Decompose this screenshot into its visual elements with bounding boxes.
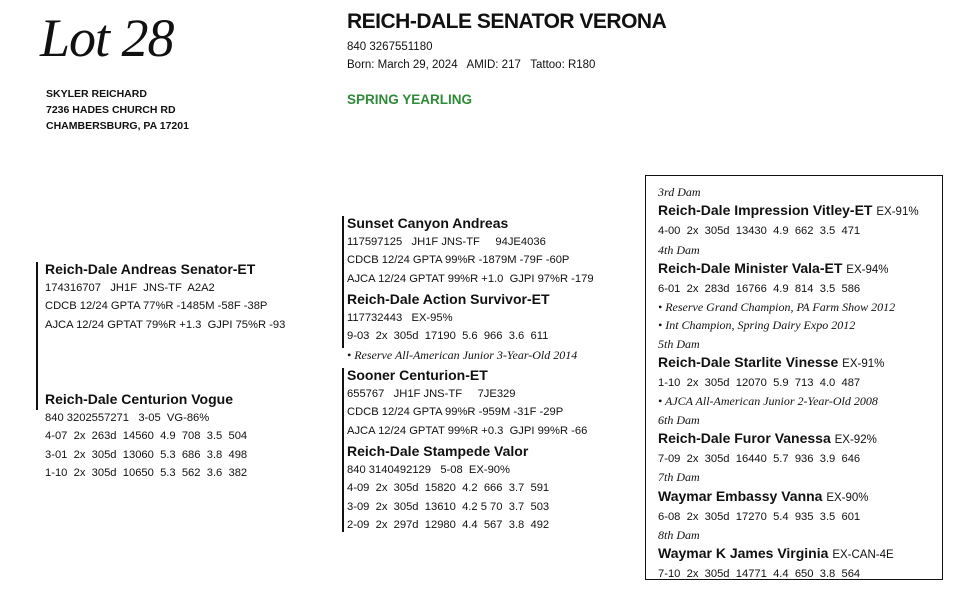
dam-record: 7-10 2x 305d 14771 4.4 650 3.8 564 [658,568,861,581]
dam-classification: EX-CAN-4E [832,549,894,562]
dam-record: 4-00 2x 305d 13430 4.9 662 3.5 471 [658,225,861,238]
sires-dam-line: 9-03 2x 305d 17190 5.6 966 3.6 611 [347,330,549,343]
dam-line: 3-01 2x 305d 13060 5.3 686 3.8 498 [45,448,248,461]
dam-line: 1-10 2x 305d 10650 5.3 562 3.6 382 [45,466,248,479]
sire-name: Reich-Dale Andreas Senator-ET [45,261,256,277]
sire-line: CDCB 12/24 GPTA 77%R -1485M -58F -38P [45,300,268,313]
consignor-address-1: 7236 HADES CHURCH RD [46,104,176,116]
sires-sire-block [347,214,594,288]
sires-dam-note: • Reserve All-American Junior 3-Year-Old 2014 [347,347,578,362]
dam-line-name: Waymar K James Virginia EX-CAN-4E [658,545,894,562]
animal-birth: Born: March 29, 2024 AMID: 217 Tattoo: R180 [347,59,596,71]
dam-record: 7-09 2x 305d 16440 5.7 936 3.9 646 [658,452,861,465]
dam-line: 840 3202557271 3-05 VG-86% [45,412,210,424]
dam-line-name: Reich-Dale Starlite Vinesse EX-91% [658,354,885,371]
sires-dam-block [347,290,577,364]
sire-side-bracket [342,216,344,348]
sires-sire-line: CDCB 12/24 GPTA 99%R -1879M -79F -60P [347,254,570,267]
dams-dam-line: 4-09 2x 305d 15820 4.2 666 3.7 591 [347,482,550,495]
dam-block [45,390,247,482]
dams-sire-line: AJCA 12/24 GPTAT 99%R +0.3 GJPI 99%R -66 [347,424,588,437]
dam-line-column [658,183,919,583]
dam-label: 4th Dam [658,242,700,257]
lot-number: Lot 28 [40,8,174,68]
animal-id: 840 3267551180 [347,41,433,53]
dam-note: • AJCA All-American Junior 2-Year-Old 2008 [658,394,878,409]
dam-record: 6-08 2x 305d 17270 5.4 935 3.5 601 [658,510,861,523]
sires-sire-name: Sunset Canyon Andreas [347,215,509,231]
dams-sire-block [347,366,587,440]
animal-info [347,38,595,74]
dam-classification: EX-92% [834,433,877,446]
dam-label: 6th Dam [658,412,700,427]
sire-line: 174316707 JH1F JNS-TF A2A2 [45,282,215,294]
dams-dam-block [347,442,549,534]
dam-name: Reich-Dale Centurion Vogue [45,391,233,407]
consignor-name: SKYLER REICHARD [46,88,147,100]
dams-dam-line: 2-09 2x 297d 12980 4.4 567 3.8 492 [347,518,550,531]
consignor-block [46,86,189,134]
animal-name: REICH-DALE SENATOR VERONA [347,10,667,33]
dam-classification: EX-90% [826,491,869,504]
dam-line-name: Reich-Dale Furor Vanessa EX-92% [658,429,877,446]
dams-dam-line: 3-09 2x 305d 13610 4.2 5 70 3.7 503 [347,500,550,513]
dam-record: 6-01 2x 283d 16766 4.9 814 3.5 586 [658,282,861,295]
dams-dam-line: 840 3140492129 5-08 EX-90% [347,464,510,476]
sires-sire-line: AJCA 12/24 GPTAT 99%R +1.0 GJPI 97%R -179 [347,272,594,285]
dam-side-bracket [342,368,344,532]
dams-sire-name: Sooner Centurion-ET [347,367,488,383]
dam-line: 4-07 2x 263d 14560 4.9 708 3.5 504 [45,430,248,443]
animal-class: SPRING YEARLING [347,92,473,107]
dam-classification: EX-94% [846,263,889,276]
dam-classification: EX-91% [876,206,919,219]
dams-sire-line: CDCB 12/24 GPTA 99%R -959M -31F -29P [347,406,564,419]
sires-sire-line: 117597125 JH1F JNS-TF 94JE4036 [347,236,546,248]
sire-line: AJCA 12/24 GPTAT 79%R +1.3 GJPI 75%R -93 [45,318,286,331]
dam-line-name: Reich-Dale Minister Vala-ET EX-94% [658,259,889,276]
dam-line-name: Reich-Dale Impression Vitley-ET EX-91% [658,202,919,219]
sire-block [45,260,285,334]
sires-dam-line: 117732443 EX-95% [347,312,453,324]
dam-label: 8th Dam [658,527,700,542]
consignor-address-2: CHAMBERSBURG, PA 17201 [46,120,189,132]
dam-label: 5th Dam [658,336,700,351]
dam-line-name: Waymar Embassy Vanna EX-90% [658,487,869,504]
dam-label: 7th Dam [658,470,700,485]
sires-dam-name: Reich-Dale Action Survivor-ET [347,291,550,307]
dams-sire-line: 655767 JH1F JNS-TF 7JE329 [347,388,516,400]
dam-classification: EX-91% [842,358,885,371]
dams-dam-name: Reich-Dale Stampede Valor [347,443,529,459]
pedigree-bracket [36,262,38,410]
dam-record: 1-10 2x 305d 12070 5.9 713 4.0 487 [658,377,861,390]
dam-note: • Reserve Grand Champion, PA Farm Show 2012 [658,300,896,315]
dam-note: • Int Champion, Spring Dairy Expo 2012 [658,318,856,333]
dam-label: 3rd Dam [658,185,701,199]
